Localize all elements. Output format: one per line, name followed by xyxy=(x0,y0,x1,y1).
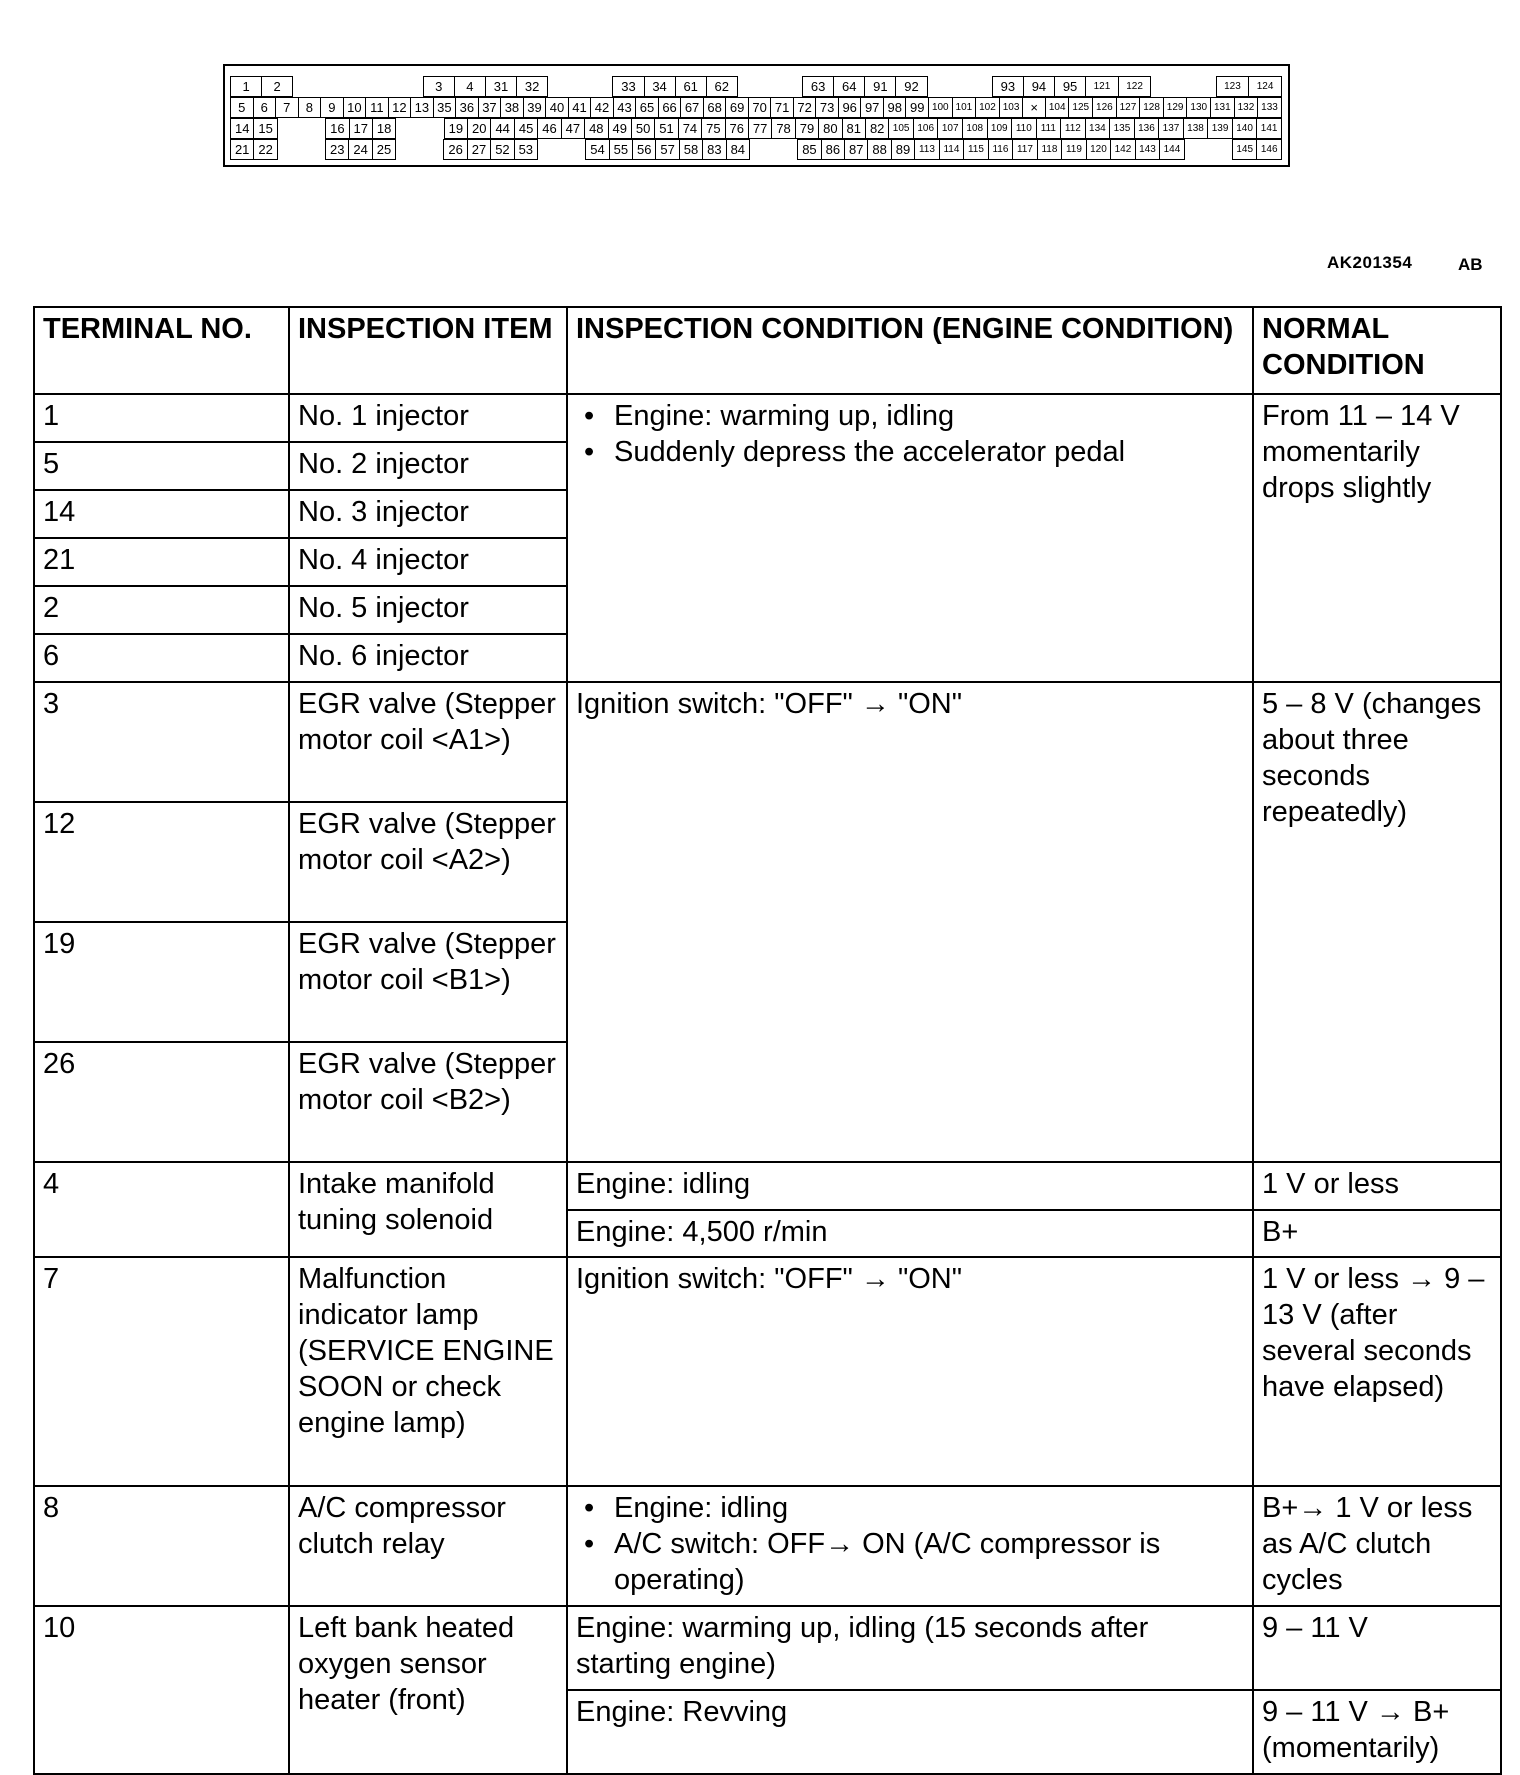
connector-pin: 78 xyxy=(771,118,795,139)
connector-pin: 93 xyxy=(992,76,1024,97)
connector-pin: 86 xyxy=(821,139,845,160)
normal-cell: B+ xyxy=(1253,1210,1501,1257)
connector-pin: 108 xyxy=(962,118,988,139)
connector-pin: 131 xyxy=(1210,97,1235,118)
connector-pin: 84 xyxy=(726,139,750,160)
terminal-cell: 19 xyxy=(34,922,289,1042)
connector-pin: 53 xyxy=(514,139,538,160)
connector-pin: 120 xyxy=(1086,139,1112,160)
connector-pin: 35 xyxy=(433,97,457,118)
connector-pin: 92 xyxy=(895,76,927,97)
terminal-cell: 3 xyxy=(34,682,289,802)
connector-gap xyxy=(737,76,803,97)
connector-pin: 2 xyxy=(261,76,293,97)
normal-cell: 1 V or less → 9 – 13 V (after several seconds have elapsed) xyxy=(1253,1257,1501,1486)
header-terminal-no: TERMINAL NO. xyxy=(34,307,289,394)
connector-pin: 91 xyxy=(864,76,896,97)
connector-pin: 65 xyxy=(635,97,659,118)
table-row xyxy=(34,682,1501,802)
connector-pin: 52 xyxy=(490,139,514,160)
connector-pin: 49 xyxy=(608,118,632,139)
connector-gap xyxy=(357,76,423,97)
connector-pin: 23 xyxy=(325,139,349,160)
connector-pin: 87 xyxy=(844,139,868,160)
connector-pin: 143 xyxy=(1135,139,1161,160)
connector-pin: 73 xyxy=(815,97,839,118)
connector-pin: 81 xyxy=(842,118,866,139)
header-normal-condition: NORMAL CONDITION xyxy=(1253,307,1501,394)
item-cell: EGR valve (Stepper motor coil <B2>) xyxy=(289,1042,567,1162)
connector-pin: 109 xyxy=(987,118,1013,139)
terminal-cell: 8 xyxy=(34,1486,289,1606)
connector-pin: 34 xyxy=(644,76,676,97)
connector-pin: 140 xyxy=(1232,118,1258,139)
connector-pin: 42 xyxy=(590,97,614,118)
connector-pin: 39 xyxy=(523,97,547,118)
connector-pin: 116 xyxy=(988,139,1014,160)
terminal-cell: 6 xyxy=(34,634,289,682)
connector-row-4 xyxy=(231,139,1282,160)
condition-list xyxy=(576,1490,1244,1598)
connector-pin: 74 xyxy=(678,118,702,139)
terminal-cell: 21 xyxy=(34,538,289,586)
connector-pin: 10 xyxy=(343,97,367,118)
connector-pin: 79 xyxy=(795,118,819,139)
connector-pin: 72 xyxy=(793,97,817,118)
connector-pin: 22 xyxy=(253,139,277,160)
connector-pin: 118 xyxy=(1037,139,1063,160)
connector-pin: 54 xyxy=(585,139,609,160)
connector-gap xyxy=(537,139,586,160)
connector-row-1 xyxy=(231,76,1282,97)
connector-gap xyxy=(927,76,993,97)
connector-pin: 142 xyxy=(1110,139,1136,160)
connector-pin: 31 xyxy=(485,76,517,97)
connector-pin: 83 xyxy=(702,139,726,160)
connector-pin: 132 xyxy=(1234,97,1259,118)
condition-cell: Ignition switch: "OFF" → "ON" xyxy=(567,1257,1253,1486)
connector-pin: 107 xyxy=(937,118,963,139)
connector-pin: 26 xyxy=(443,139,467,160)
connector-pin: 124 xyxy=(1248,76,1282,97)
connector-pin: 80 xyxy=(818,118,842,139)
item-cell: EGR valve (Stepper motor coil <B1>) xyxy=(289,922,567,1042)
connector-gap xyxy=(1184,139,1233,160)
connector-pin: 133 xyxy=(1257,97,1282,118)
connector-pin: 8 xyxy=(298,97,322,118)
connector-pin: 145 xyxy=(1232,139,1258,160)
connector-pin: 77 xyxy=(748,118,772,139)
connector-gap xyxy=(1150,76,1216,97)
list-item: • A/C switch: OFF→ ON (A/C compressor is operating) xyxy=(576,1526,1244,1598)
connector-pin: 70 xyxy=(748,97,772,118)
connector-pin: 61 xyxy=(675,76,707,97)
connector-pin: 17 xyxy=(349,118,373,139)
table-row xyxy=(34,1486,1501,1606)
connector-pin: 38 xyxy=(500,97,524,118)
connector-pin: 5 xyxy=(230,97,254,118)
connector-pin: 75 xyxy=(701,118,725,139)
terminal-cell: 26 xyxy=(34,1042,289,1162)
connector-pin: 110 xyxy=(1011,118,1037,139)
connector-pin: 37 xyxy=(478,97,502,118)
list-item: • Suddenly depress the accelerator pedal xyxy=(576,434,1244,470)
table-row xyxy=(34,1606,1501,1690)
item-cell: Malfunction indicator lamp (SERVICE ENGINE SOON or check engine lamp) xyxy=(289,1257,567,1486)
connector-pin: 97 xyxy=(860,97,884,118)
table-header-row xyxy=(34,307,1501,394)
terminal-cell: 4 xyxy=(34,1162,289,1257)
normal-cell: From 11 – 14 V momentarily drops slightly xyxy=(1253,394,1501,682)
normal-cell: B+→ 1 V or less as A/C clutch cycles xyxy=(1253,1486,1501,1606)
connector-pin: 67 xyxy=(680,97,704,118)
connector-pin: 43 xyxy=(613,97,637,118)
connector-pin: 112 xyxy=(1060,118,1086,139)
table-row xyxy=(34,1257,1501,1486)
connector-pin: 15 xyxy=(253,118,277,139)
connector-pin: 113 xyxy=(914,139,940,160)
terminal-cell: 10 xyxy=(34,1606,289,1774)
connector-pin: 57 xyxy=(655,139,679,160)
connector-pin: 98 xyxy=(883,97,907,118)
connector-pin: 20 xyxy=(467,118,491,139)
normal-cell: 5 – 8 V (changes about three seconds repeatedly) xyxy=(1253,682,1501,1162)
table-row xyxy=(34,1162,1501,1210)
header-inspection-condition: INSPECTION CONDITION (ENGINE CONDITION) xyxy=(567,307,1253,394)
connector-pin: 105 xyxy=(888,118,914,139)
header-inspection-item: INSPECTION ITEM xyxy=(289,307,567,394)
condition-cell: Ignition switch: "OFF" → "ON" xyxy=(567,682,1253,1162)
connector-pin: 24 xyxy=(348,139,372,160)
connector-pin: 55 xyxy=(609,139,633,160)
connector-pin: 69 xyxy=(725,97,749,118)
item-cell: No. 6 injector xyxy=(289,634,567,682)
connector-pin: 88 xyxy=(867,139,891,160)
connector-pin: 19 xyxy=(444,118,468,139)
normal-cell: 9 – 11 V xyxy=(1253,1606,1501,1690)
connector-gap xyxy=(547,76,613,97)
connector-pin: 58 xyxy=(679,139,703,160)
connector-pin: 27 xyxy=(467,139,491,160)
connector-pin: 40 xyxy=(545,97,569,118)
connector-pin: 25 xyxy=(372,139,396,160)
connector-pin: 125 xyxy=(1068,97,1093,118)
connector-pin: 89 xyxy=(891,139,915,160)
connector-pin: 14 xyxy=(230,118,254,139)
connector-pin: 9 xyxy=(320,97,344,118)
connector-pin: 134 xyxy=(1085,118,1111,139)
connector-pinout-diagram xyxy=(223,64,1290,167)
connector-pin: 33 xyxy=(612,76,644,97)
connector-pin: 103 xyxy=(999,97,1024,118)
list-item: • Engine: warming up, idling xyxy=(576,398,1244,434)
connector-pin: 4 xyxy=(454,76,486,97)
connector-pin: 21 xyxy=(230,139,254,160)
item-cell: Intake manifold tuning solenoid xyxy=(289,1162,567,1257)
connector-pin: 129 xyxy=(1163,97,1188,118)
connector-pin: 130 xyxy=(1186,97,1211,118)
item-cell: No. 5 injector xyxy=(289,586,567,634)
connector-pin: 71 xyxy=(770,97,794,118)
connector-pin: 94 xyxy=(1023,76,1055,97)
connector-pin: 76 xyxy=(725,118,749,139)
connector-gap xyxy=(292,76,358,97)
connector-pin: 13 xyxy=(410,97,434,118)
connector-pin: 32 xyxy=(516,76,548,97)
connector-pin: 137 xyxy=(1158,118,1184,139)
connector-pin: × xyxy=(1022,97,1046,118)
connector-pin: 6 xyxy=(253,97,277,118)
connector-pin: 18 xyxy=(372,118,396,139)
connector-pin: 135 xyxy=(1109,118,1135,139)
connector-pin: 62 xyxy=(706,76,738,97)
connector-pin: 101 xyxy=(952,97,977,118)
connector-pin: 11 xyxy=(365,97,389,118)
connector-pin: 66 xyxy=(658,97,682,118)
connector-pin: 82 xyxy=(865,118,889,139)
connector-pin: 7 xyxy=(275,97,299,118)
connector-pin: 138 xyxy=(1183,118,1209,139)
connector-pin: 56 xyxy=(632,139,656,160)
terminal-cell: 14 xyxy=(34,490,289,538)
terminal-cell: 12 xyxy=(34,802,289,922)
connector-pin: 51 xyxy=(654,118,678,139)
connector-pin: 85 xyxy=(797,139,821,160)
connector-pin: 96 xyxy=(838,97,862,118)
condition-cell: Engine: 4,500 r/min xyxy=(567,1210,1253,1257)
item-cell: Left bank heated oxygen sensor heater (front) xyxy=(289,1606,567,1774)
connector-pin: 127 xyxy=(1116,97,1141,118)
connector-pin: 139 xyxy=(1207,118,1233,139)
condition-list xyxy=(576,398,1244,470)
connector-pin: 122 xyxy=(1118,76,1152,97)
connector-pin: 144 xyxy=(1159,139,1185,160)
item-cell: No. 2 injector xyxy=(289,442,567,490)
terminal-cell: 5 xyxy=(34,442,289,490)
item-cell: EGR valve (Stepper motor coil <A2>) xyxy=(289,802,567,922)
connector-gap xyxy=(749,139,798,160)
connector-pin: 146 xyxy=(1256,139,1282,160)
connector-gap xyxy=(395,139,444,160)
connector-pin: 126 xyxy=(1092,97,1117,118)
connector-pin: 50 xyxy=(631,118,655,139)
connector-row-2 xyxy=(231,97,1282,118)
connector-pin: 3 xyxy=(423,76,455,97)
connector-pin: 102 xyxy=(975,97,1000,118)
connector-pin: 115 xyxy=(963,139,989,160)
connector-gap xyxy=(277,139,326,160)
connector-pin: 95 xyxy=(1054,76,1086,97)
connector-gap xyxy=(277,118,326,139)
connector-pin: 46 xyxy=(537,118,561,139)
connector-pin: 111 xyxy=(1036,118,1062,139)
condition-cell xyxy=(567,394,1253,682)
condition-cell: Engine: warming up, idling (15 seconds after starting engine) xyxy=(567,1606,1253,1690)
item-cell: EGR valve (Stepper motor coil <A1>) xyxy=(289,682,567,802)
connector-pin: 121 xyxy=(1085,76,1119,97)
inspection-table xyxy=(33,306,1502,1775)
table-row xyxy=(34,394,1501,442)
connector-pin: 99 xyxy=(905,97,929,118)
connector-pin: 16 xyxy=(325,118,349,139)
terminal-cell: 2 xyxy=(34,586,289,634)
connector-pin: 63 xyxy=(802,76,834,97)
connector-pin: 41 xyxy=(568,97,592,118)
terminal-cell: 1 xyxy=(34,394,289,442)
condition-cell xyxy=(567,1486,1253,1606)
connector-pin: 114 xyxy=(939,139,965,160)
figure-code: AK201354 xyxy=(1327,253,1413,272)
connector-pin: 119 xyxy=(1061,139,1087,160)
item-cell: No. 3 injector xyxy=(289,490,567,538)
connector-pin: 36 xyxy=(455,97,479,118)
connector-pin: 12 xyxy=(388,97,412,118)
connector-pin: 128 xyxy=(1139,97,1164,118)
connector-pin: 136 xyxy=(1134,118,1160,139)
connector-pin: 48 xyxy=(584,118,608,139)
connector-pin: 100 xyxy=(928,97,953,118)
connector-pin: 68 xyxy=(703,97,727,118)
connector-pin: 45 xyxy=(514,118,538,139)
terminal-cell: 7 xyxy=(34,1257,289,1486)
condition-cell: Engine: idling xyxy=(567,1162,1253,1210)
connector-pin: 123 xyxy=(1216,76,1250,97)
item-cell: No. 1 injector xyxy=(289,394,567,442)
normal-cell: 1 V or less xyxy=(1253,1162,1501,1210)
connector-pin: 47 xyxy=(561,118,585,139)
list-item: • Engine: idling xyxy=(576,1490,1244,1526)
figure-suffix: AB xyxy=(1458,255,1483,274)
connector-pin: 104 xyxy=(1045,97,1070,118)
connector-pin: 64 xyxy=(833,76,865,97)
connector-pin: 141 xyxy=(1256,118,1282,139)
connector-row-3 xyxy=(231,118,1282,139)
connector-pin: 1 xyxy=(230,76,262,97)
connector-pin: 44 xyxy=(490,118,514,139)
connector-pin: 106 xyxy=(913,118,939,139)
condition-cell: Engine: Revving xyxy=(567,1690,1253,1774)
normal-cell: 9 – 11 V → B+ (momentarily) xyxy=(1253,1690,1501,1774)
connector-pin: 117 xyxy=(1012,139,1038,160)
item-cell: No. 4 injector xyxy=(289,538,567,586)
item-cell: A/C compressor clutch relay xyxy=(289,1486,567,1606)
connector-gap xyxy=(395,118,444,139)
